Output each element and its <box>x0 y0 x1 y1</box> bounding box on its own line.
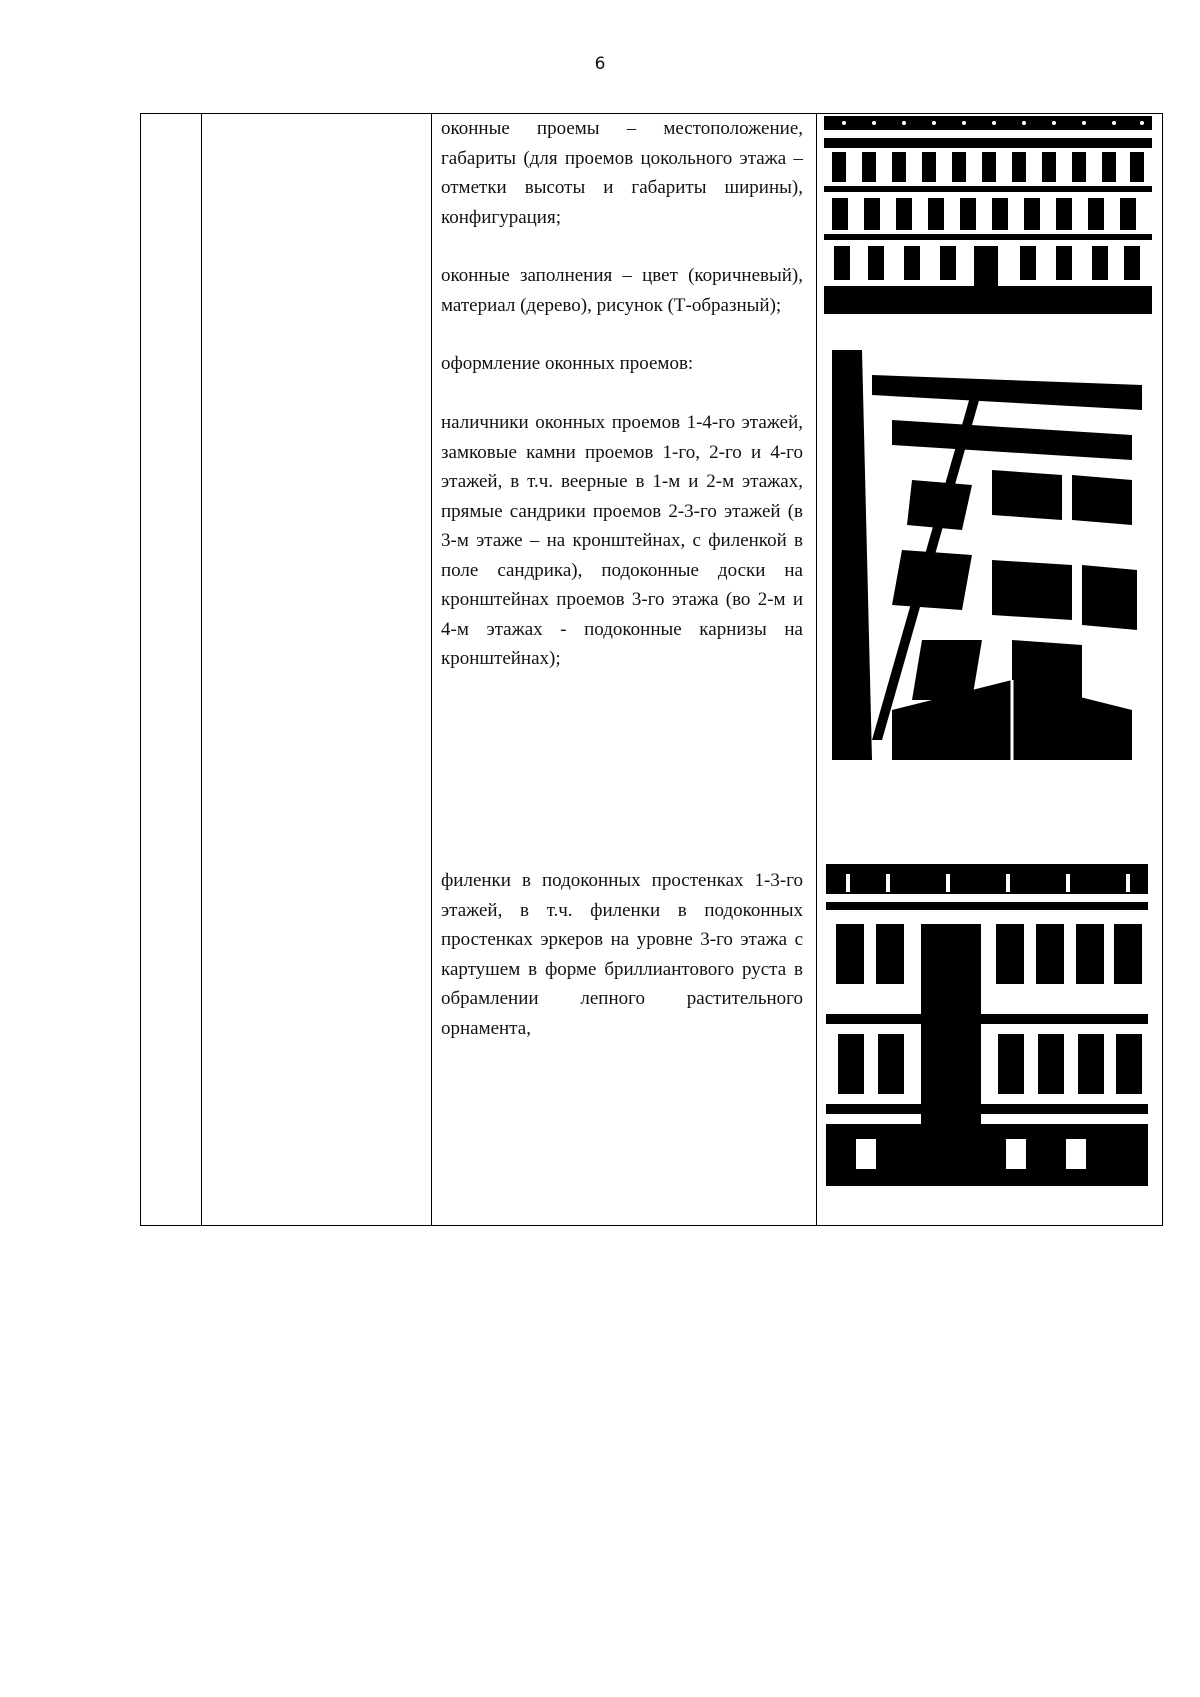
facade-photo-1 <box>824 116 1152 314</box>
page-number: 6 <box>594 54 606 74</box>
paragraph-window-decor-heading: оформление оконных проемов: <box>441 353 694 374</box>
table-column-divider <box>816 114 817 1225</box>
table-column-divider <box>201 114 202 1225</box>
facade-photo-3 <box>826 864 1148 1186</box>
table-column-divider <box>431 114 432 1225</box>
facade-photo-2 <box>832 350 1142 760</box>
paragraph-window-fillings: оконные заполнения – цвет (коричневый), материал (дерево), рисунок (Т-образный); <box>441 265 803 316</box>
paragraph-panels: филенки в подоконных простенках 1-3-го этажей, в т.ч. филенки в подоконных простенках эркеров на уровне 3-го этажа с картушем в форме бриллиантового руста в обрамлении лепного растительного орнамента, <box>441 870 803 1039</box>
paragraph-window-casings: наличники оконных проемов 1-4-го этажей, замковые камни проемов 1-го, 2-го и 4-го этажей, в т.ч. веерные в 1-м и 2-м этажах, прямые сандрики проемов 2-3-го этажей (в 3-м этаже – на кронштейнах, с филенкой в поле сандрика), подоконные доски на кронштейнах проемов 3-го этажа (во 2-м и 4-м этажах - подоконные карнизы на кронштейнах); <box>441 412 803 669</box>
paragraph-window-openings: оконные проемы – местоположение, габариты (для проемов цокольного этажа – отметки высоты и габариты ширины), конфигурация; <box>441 118 803 228</box>
